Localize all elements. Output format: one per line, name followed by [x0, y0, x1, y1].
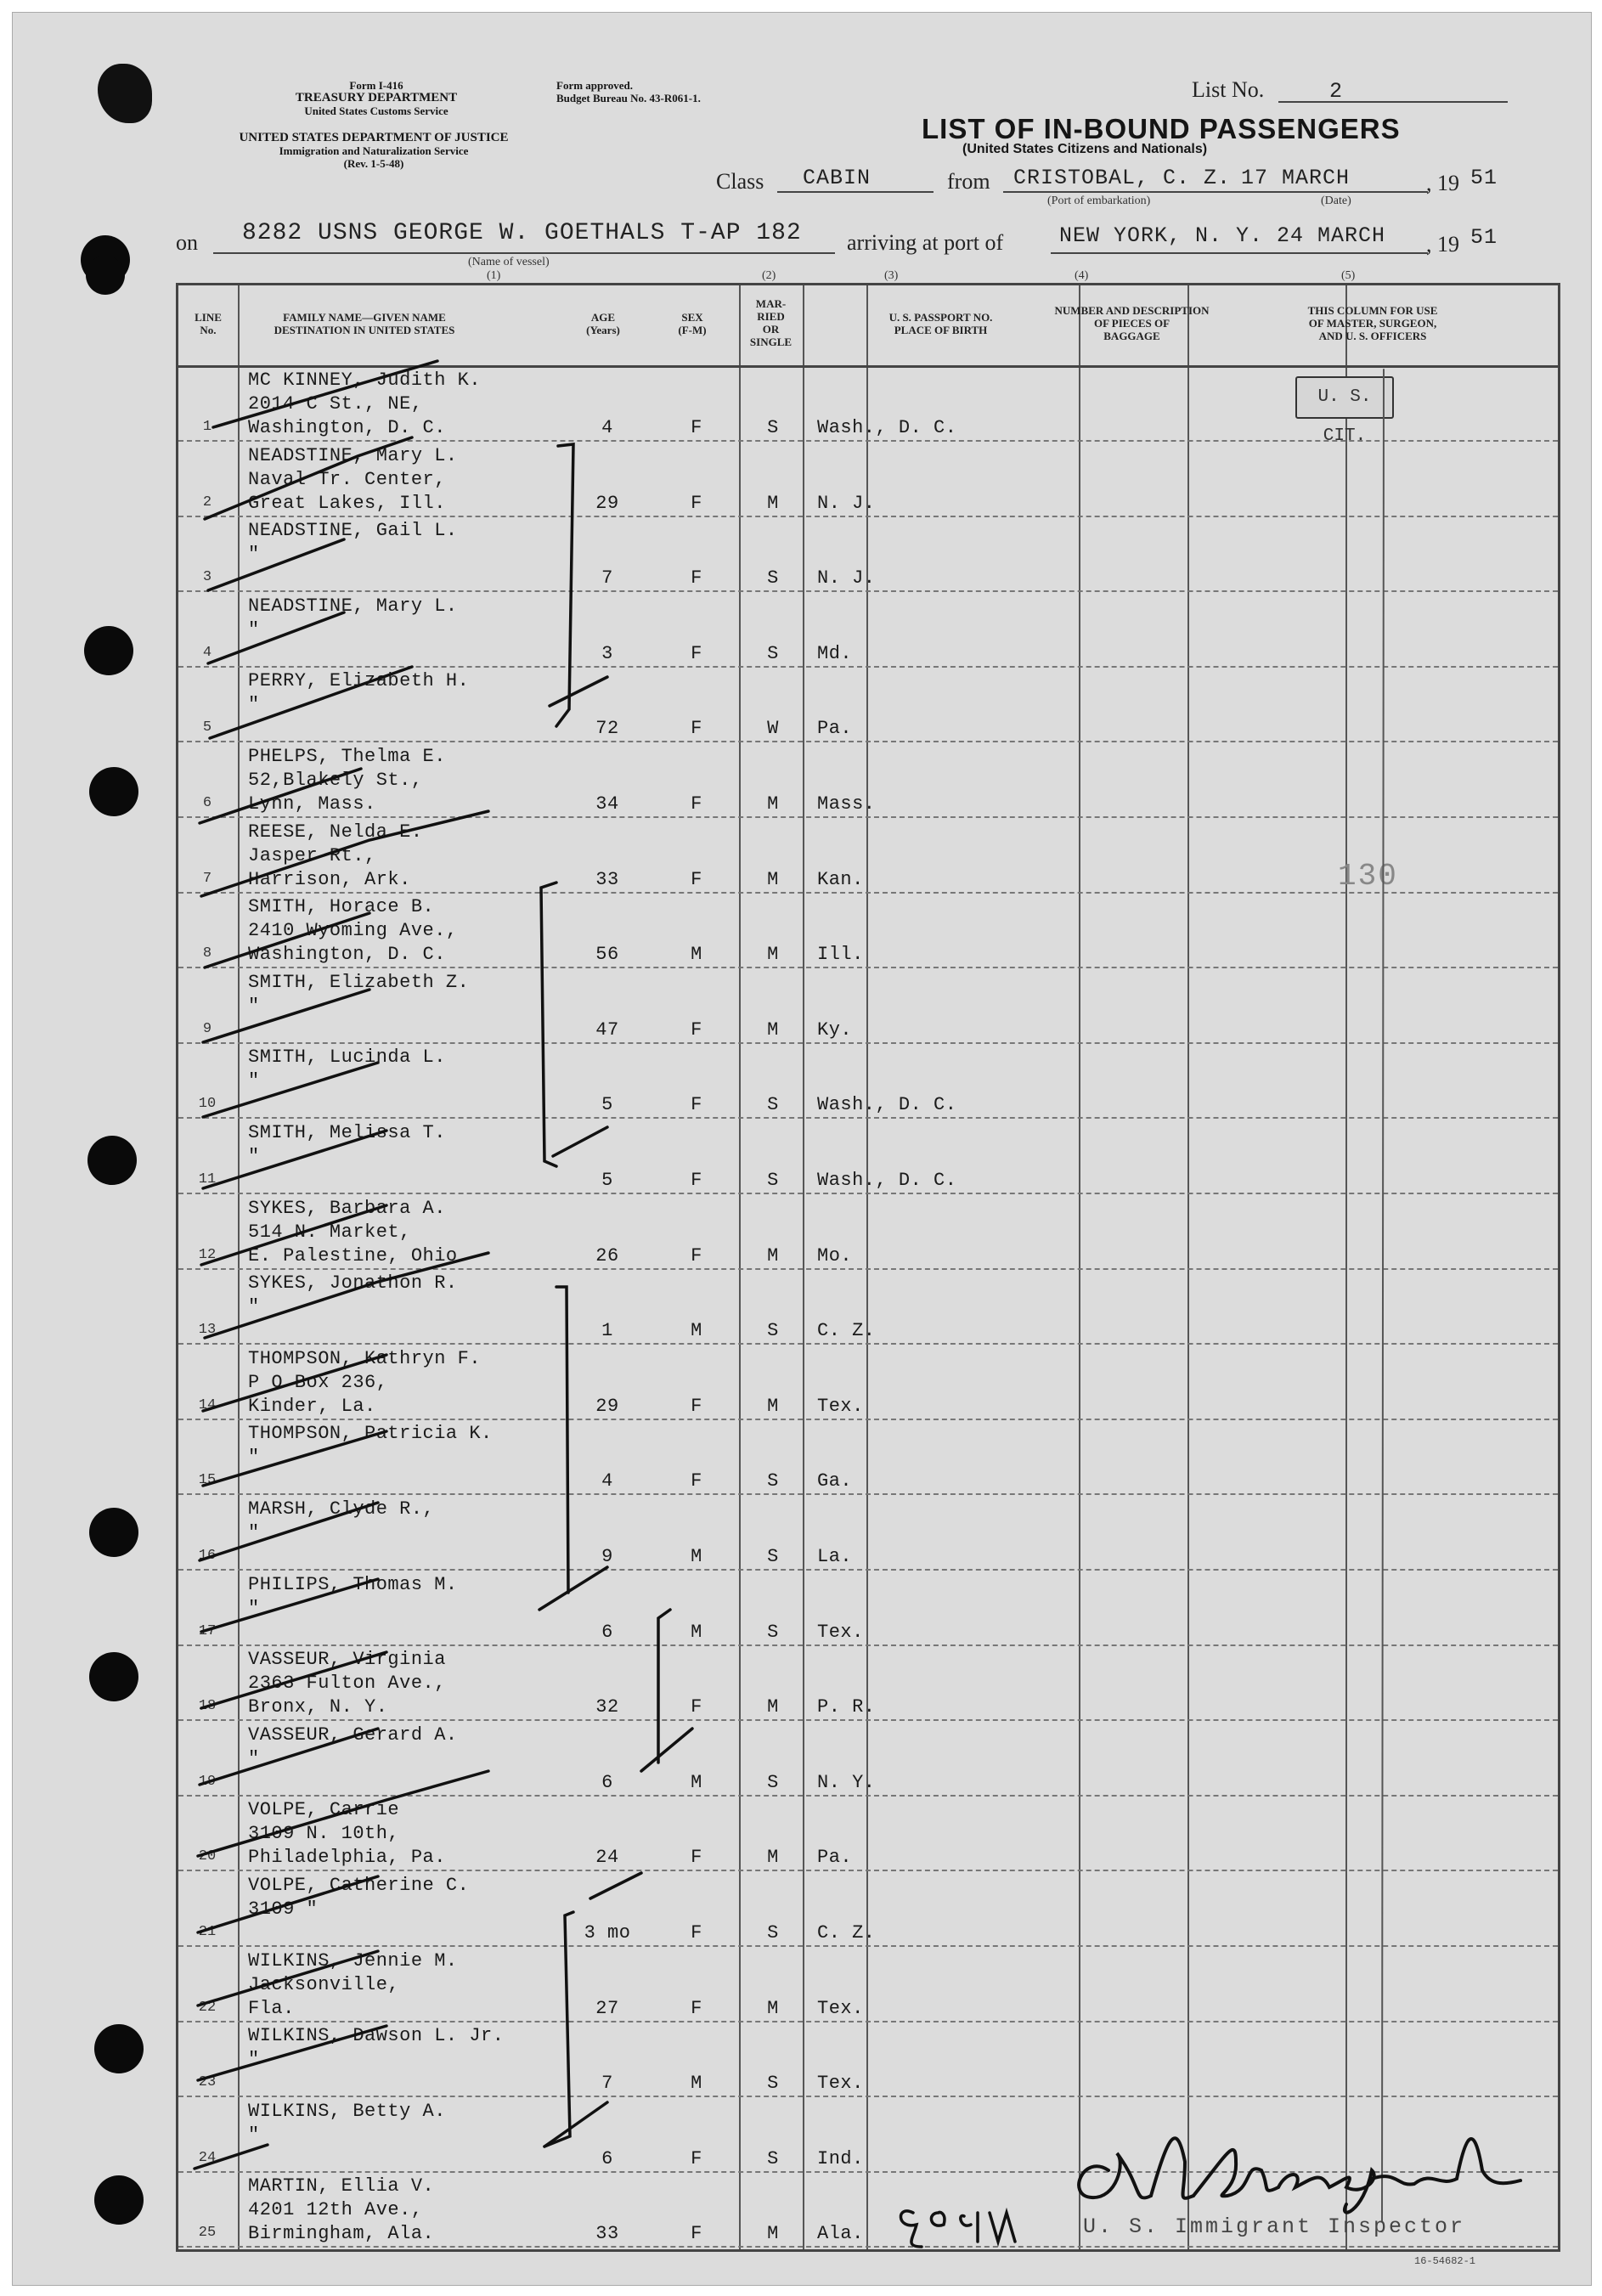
table-row — [178, 894, 1558, 968]
destination-line: " — [248, 1146, 260, 1167]
from-year: 51 — [1470, 166, 1498, 190]
punch-hole — [94, 2024, 144, 2073]
age: 27 — [595, 1997, 619, 2019]
vessel-line — [213, 252, 835, 254]
place-of-birth: Wash., D. C. — [817, 1170, 957, 1191]
sex: M — [691, 2073, 702, 2095]
place-of-birth: Ala. — [817, 2223, 864, 2245]
passenger-name: SYKES, Jonathon R. — [248, 1272, 458, 1295]
line-number: 24 — [198, 2149, 217, 2166]
sex: M — [691, 944, 702, 966]
age: 29 — [595, 492, 619, 514]
place-of-birth: Pa. — [817, 1847, 853, 1869]
line-number: 13 — [198, 1322, 217, 1339]
place-of-birth: Ga. — [817, 1470, 853, 1492]
sex: F — [691, 2147, 702, 2169]
sex: F — [691, 642, 702, 664]
handwritten-initials — [896, 2187, 1049, 2255]
line-number: 23 — [198, 2074, 217, 2091]
destination-line: " — [248, 995, 260, 1017]
col-header-name: FAMILY NAME—GIVEN NAME DESTINATION IN UNITED STATES — [274, 311, 455, 336]
sex: M — [691, 1546, 702, 1567]
marital-status: M — [767, 793, 779, 815]
destination-line: " — [248, 618, 260, 640]
passenger-name: PERRY, Elizabeth H. — [248, 670, 470, 692]
table-row — [178, 743, 1558, 818]
marital-status: S — [767, 1621, 779, 1643]
destination-line: 2014 C St., NE, — [248, 393, 423, 415]
destination-line: Great Lakes, Ill. — [248, 492, 446, 514]
place-of-birth: Wash., D. C. — [817, 1094, 957, 1116]
destination-line: P O Box 236, — [248, 1371, 388, 1393]
destination-line: " — [248, 2049, 260, 2071]
place-of-birth: La. — [817, 1546, 853, 1567]
destination-line: " — [248, 1296, 260, 1318]
col-header-passport: U. S. PASSPORT NO. PLACE OF BIRTH — [888, 311, 993, 336]
age: 6 — [601, 1621, 613, 1643]
age: 4 — [601, 1470, 613, 1492]
age: 26 — [595, 1244, 619, 1266]
document-title: LIST OF IN-BOUND PASSENGERS — [922, 113, 1401, 144]
sex: M — [691, 1621, 702, 1643]
destination-line: " — [248, 1522, 260, 1543]
arrival-year: 51 — [1470, 225, 1498, 250]
sex: F — [691, 1244, 702, 1266]
marital-status: S — [767, 1922, 779, 1943]
line-number: 5 — [202, 719, 212, 736]
sex: F — [691, 1696, 702, 1718]
col-number-1: (1) — [487, 269, 501, 282]
sex: F — [691, 868, 702, 890]
line-number: 15 — [198, 1472, 217, 1489]
line-number: 6 — [202, 795, 212, 811]
destination-line: Washington, D. C. — [248, 944, 446, 966]
destination-line: Philadelphia, Pa. — [248, 1847, 446, 1869]
passenger-name: THOMPSON, Patricia K. — [248, 1423, 493, 1445]
destination-line: " — [248, 1447, 260, 1469]
sex: F — [691, 492, 702, 514]
document-subtitle: (United States Citizens and Nationals) — [962, 142, 1208, 156]
table-row — [178, 1948, 1558, 2022]
age: 33 — [595, 2223, 619, 2245]
marital-status: S — [767, 567, 779, 590]
col-header-married: MAR- RIED OR SINGLE — [749, 297, 793, 348]
table-row — [178, 668, 1558, 742]
destination-line: Jasper Rt., — [248, 844, 376, 866]
destination-line: 2410 Wyoming Ave., — [248, 920, 458, 942]
marital-status: S — [767, 1470, 779, 1492]
table-row — [178, 1722, 1558, 1797]
line-number: 21 — [198, 1924, 217, 1940]
place-of-birth: Kan. — [817, 868, 864, 890]
passenger-name: VOLPE, Catherine C. — [248, 1875, 470, 1896]
punch-hole — [94, 2175, 144, 2225]
line-number: 4 — [202, 644, 212, 661]
sex: F — [691, 417, 702, 438]
from-label: from — [947, 169, 990, 194]
table-row — [178, 1195, 1558, 1270]
us-cit-stamp: U. S. CIT. — [1295, 376, 1394, 419]
form-info — [249, 79, 504, 117]
destination-line: " — [248, 544, 260, 566]
table-row — [178, 1044, 1558, 1119]
place-of-birth: C. Z. — [817, 1320, 876, 1342]
line-number: 11 — [198, 1171, 217, 1187]
age: 72 — [595, 718, 619, 740]
destination-line: Lynn, Mass. — [248, 793, 376, 815]
table-row — [178, 593, 1558, 668]
sex: F — [691, 1170, 702, 1191]
age: 47 — [595, 1018, 619, 1041]
passenger-name: MC KINNEY, Judith K. — [248, 370, 482, 391]
destination-line: " — [248, 1597, 260, 1619]
col-number-2: (2) — [762, 269, 776, 282]
col-header-officers: THIS COLUMN FOR USE OF MASTER, SURGEON, AND U. S. OFFICERS — [1307, 304, 1438, 342]
destination-line: 52,Blakely St., — [248, 770, 423, 791]
place-of-birth: Wash., D. C. — [817, 417, 957, 438]
line-number: 20 — [198, 1848, 217, 1865]
form-approval — [556, 79, 701, 104]
destination-line: 3109 N. 10th, — [248, 1823, 400, 1845]
line-number: 17 — [198, 1622, 217, 1639]
line-number: 16 — [198, 1548, 217, 1564]
destination-line: " — [248, 694, 260, 716]
age: 7 — [601, 567, 613, 590]
marital-status: M — [767, 492, 779, 514]
list-no-label: List No. — [1192, 77, 1265, 102]
sex: F — [691, 793, 702, 815]
ink-blot — [98, 64, 152, 123]
class-value: CABIN — [803, 166, 872, 190]
line-number: 10 — [198, 1096, 217, 1113]
approval-line: Form approved. — [556, 79, 634, 92]
customs-service: United States Customs Service — [304, 104, 448, 117]
age: 1 — [601, 1320, 613, 1342]
budget-bureau: Budget Bureau No. 43-R061-1. — [556, 92, 701, 104]
place-of-birth: N. J. — [817, 567, 876, 590]
place-of-birth: C. Z. — [817, 1922, 876, 1943]
vessel-name: 8282 USNS GEORGE W. GOETHALS T-AP 182 — [242, 220, 802, 246]
destination-line: " — [248, 1747, 260, 1769]
arrival-port: NEW YORK, N. Y. 24 MARCH — [1059, 223, 1386, 248]
justice-info — [183, 132, 565, 170]
list-no-line — [1278, 101, 1508, 103]
destination-line: 514 N. Market, — [248, 1221, 411, 1243]
passenger-name: REESE, Nelda E. — [248, 821, 423, 843]
passenger-name: PHILIPS, Thomas M. — [248, 1573, 458, 1595]
line-number: 25 — [198, 2225, 217, 2242]
passenger-name: SMITH, Lucinda L. — [248, 1046, 446, 1069]
place-of-birth: Ky. — [817, 1018, 853, 1041]
line-number: 22 — [198, 1999, 217, 2016]
punch-hole — [89, 1508, 138, 1557]
table-row — [178, 2022, 1558, 2097]
place-of-birth: Mo. — [817, 1244, 853, 1266]
sex: F — [691, 567, 702, 590]
col-number-4: (4) — [1075, 269, 1089, 282]
line-number: 14 — [198, 1396, 217, 1413]
marital-status: W — [767, 718, 779, 740]
place-of-birth: Tex. — [817, 1997, 864, 2019]
destination-line: Washington, D. C. — [248, 417, 446, 438]
marital-status: M — [767, 868, 779, 890]
passenger-name: WILKINS, Dawson L. Jr. — [248, 2025, 505, 2047]
place-of-birth: P. R. — [817, 1696, 876, 1718]
age: 34 — [595, 793, 619, 815]
destination-line: " — [248, 2124, 260, 2146]
justice-dept: UNITED STATES DEPARTMENT OF JUSTICE — [239, 131, 509, 144]
marital-status: S — [767, 1170, 779, 1191]
vessel-caption: (Name of vessel) — [468, 256, 550, 268]
from-year-prefix: , 19 — [1426, 171, 1459, 195]
col-header-baggage: NUMBER AND DESCRIPTION OF PIECES OF BAGGAGE — [1054, 304, 1210, 342]
passenger-name: VASSEUR, Gerard A. — [248, 1723, 458, 1746]
form-number: Form I-416 — [349, 79, 403, 92]
age: 6 — [601, 1771, 613, 1793]
marital-status: S — [767, 1546, 779, 1567]
age: 4 — [601, 417, 613, 438]
destination-line: 3109 " — [248, 1898, 319, 1920]
age: 5 — [601, 1094, 613, 1116]
passenger-name: PHELPS, Thelma E. — [248, 746, 446, 767]
punch-hole — [87, 1136, 137, 1185]
passenger-name: VASSEUR, Virginia — [248, 1649, 446, 1671]
place-of-birth: Tex. — [817, 1395, 864, 1417]
table-row — [178, 1120, 1558, 1194]
age: 3 mo — [584, 1922, 631, 1943]
place-of-birth: Tex. — [817, 2073, 864, 2095]
age: 33 — [595, 868, 619, 890]
destination-line: 2363 Fulton Ave., — [248, 1673, 446, 1695]
place-of-birth: N. J. — [817, 492, 876, 514]
punch-hole — [84, 626, 133, 675]
on-label: on — [176, 230, 198, 255]
passenger-name: NEADSTINE, Mary L. — [248, 444, 458, 466]
punch-hole — [89, 1652, 138, 1701]
passenger-name: SYKES, Barbara A. — [248, 1197, 446, 1219]
marital-status: M — [767, 1395, 779, 1417]
col-header-line: LINE No. — [195, 311, 222, 336]
line-number: 2 — [202, 494, 212, 511]
destination-line: Harrison, Ark. — [248, 868, 411, 890]
line-number: 8 — [202, 945, 212, 962]
marital-status: M — [767, 944, 779, 966]
place-of-birth: Ill. — [817, 944, 864, 966]
sex: F — [691, 1922, 702, 1943]
table-row — [178, 1496, 1558, 1571]
inspector-line: U. S. Immigrant Inspector — [1083, 2214, 1466, 2239]
line-number: 19 — [198, 1773, 217, 1790]
age: 29 — [595, 1395, 619, 1417]
marital-status: M — [767, 1018, 779, 1041]
line-number: 9 — [202, 1020, 212, 1037]
table-row — [178, 1571, 1558, 1646]
destination-line: Kinder, La. — [248, 1395, 376, 1417]
table-row — [178, 1345, 1558, 1420]
line-number: 7 — [202, 870, 212, 887]
age: 5 — [601, 1170, 613, 1191]
destination-line: Jacksonville, — [248, 1973, 400, 1995]
marital-status: S — [767, 642, 779, 664]
passenger-name: VOLPE, Carrie — [248, 1799, 400, 1821]
age: 6 — [601, 2147, 613, 2169]
table-row — [178, 1270, 1558, 1345]
passenger-name: THOMPSON, Kathryn F. — [248, 1347, 482, 1369]
line-number: 3 — [202, 569, 212, 586]
signature-text: AW Snengaard — [1058, 2102, 1063, 2103]
inspector-signature — [1058, 2102, 1533, 2221]
marital-status: S — [767, 2147, 779, 2169]
from-date: 17 MARCH — [1241, 166, 1351, 190]
punch-hole — [86, 256, 125, 295]
row-rule — [178, 2246, 1558, 2248]
marital-status: M — [767, 2223, 779, 2245]
sex: F — [691, 1395, 702, 1417]
age: 7 — [601, 2073, 613, 2095]
line-number: 12 — [198, 1246, 217, 1263]
date-caption: (Date) — [1321, 195, 1351, 207]
marital-status: M — [767, 1696, 779, 1718]
passenger-name: NEADSTINE, Mary L. — [248, 595, 458, 617]
arrival-line — [1051, 252, 1428, 254]
place-of-birth: N. Y. — [817, 1771, 876, 1793]
table-row — [178, 969, 1558, 1044]
col-header-sex: SEX (F-M) — [678, 311, 707, 336]
destination-line: 4201 12th Ave., — [248, 2199, 423, 2221]
passenger-name: MARTIN, Ellia V. — [248, 2175, 435, 2197]
passenger-name: MARSH, Clyde R., — [248, 1498, 435, 1520]
sex: F — [691, 2223, 702, 2245]
place-of-birth: Ind. — [817, 2147, 864, 2169]
col-number-3: (3) — [884, 269, 899, 282]
place-of-birth: Md. — [817, 642, 853, 664]
sex: F — [691, 1094, 702, 1116]
marital-status: S — [767, 1094, 779, 1116]
sex: F — [691, 1997, 702, 2019]
treasury-dept: TREASURY DEPARTMENT — [295, 91, 458, 104]
age: 24 — [595, 1847, 619, 1869]
age: 3 — [601, 642, 613, 664]
table-row — [178, 1646, 1558, 1721]
passenger-name: WILKINS, Betty A. — [248, 2100, 446, 2122]
class-label: Class — [716, 169, 764, 194]
marital-status: M — [767, 1244, 779, 1266]
sex: F — [691, 718, 702, 740]
passenger-name: SMITH, Melissa T. — [248, 1122, 446, 1143]
marital-status: S — [767, 2073, 779, 2095]
punch-hole — [89, 767, 138, 816]
passenger-table — [176, 283, 1560, 2252]
passenger-name: SMITH, Elizabeth Z. — [248, 971, 470, 993]
passenger-name: WILKINS, Jennie M. — [248, 1949, 458, 1972]
marital-status: M — [767, 1997, 779, 2019]
passenger-name: SMITH, Horace B. — [248, 896, 435, 918]
table-row — [178, 1797, 1558, 1871]
ins-service: Immigration and Naturalization Service — [279, 144, 469, 157]
destination-line: " — [248, 1070, 260, 1092]
col-number-5: (5) — [1341, 269, 1356, 282]
port-caption: (Port of embarkation) — [1047, 195, 1151, 207]
from-line — [1003, 191, 1428, 193]
age: 56 — [595, 944, 619, 966]
faint-number: 130 — [1338, 859, 1398, 894]
class-line — [777, 191, 934, 193]
revision: (Rev. 1-5-48) — [343, 157, 404, 170]
passenger-name: NEADSTINE, Gail L. — [248, 520, 458, 542]
arriving-label: arriving at port of — [847, 230, 1004, 255]
marital-status: S — [767, 417, 779, 438]
destination-line: Fla. — [248, 1997, 295, 2019]
col-header-age: AGE (Years) — [586, 311, 620, 336]
table-row — [178, 517, 1558, 592]
from-port: CRISTOBAL, C. Z. — [1013, 166, 1232, 190]
form-code: 16-54682-1 — [1414, 2255, 1476, 2267]
manifest-page — [12, 12, 1592, 2286]
age: 32 — [595, 1696, 619, 1718]
marital-status: S — [767, 1320, 779, 1342]
arrival-year-prefix: , 19 — [1426, 232, 1459, 257]
table-row — [178, 1872, 1558, 1947]
sex: M — [691, 1771, 702, 1793]
destination-line: Bronx, N. Y. — [248, 1696, 388, 1718]
sex: F — [691, 1018, 702, 1041]
place-of-birth: Pa. — [817, 718, 853, 740]
place-of-birth: Tex. — [817, 1621, 864, 1643]
marital-status: S — [767, 1771, 779, 1793]
age: 9 — [601, 1546, 613, 1567]
sex: M — [691, 1320, 702, 1342]
destination-line: Naval Tr. Center, — [248, 468, 446, 490]
table-row — [178, 1420, 1558, 1495]
sex: F — [691, 1847, 702, 1869]
list-no-value: 2 — [1329, 79, 1344, 104]
sex: F — [691, 1470, 702, 1492]
line-number: 18 — [198, 1698, 217, 1715]
line-number: 1 — [202, 419, 212, 435]
marital-status: M — [767, 1847, 779, 1869]
destination-line: Birmingham, Ala. — [248, 2223, 435, 2245]
destination-line: E. Palestine, Ohio — [248, 1244, 458, 1266]
place-of-birth: Mass. — [817, 793, 876, 815]
